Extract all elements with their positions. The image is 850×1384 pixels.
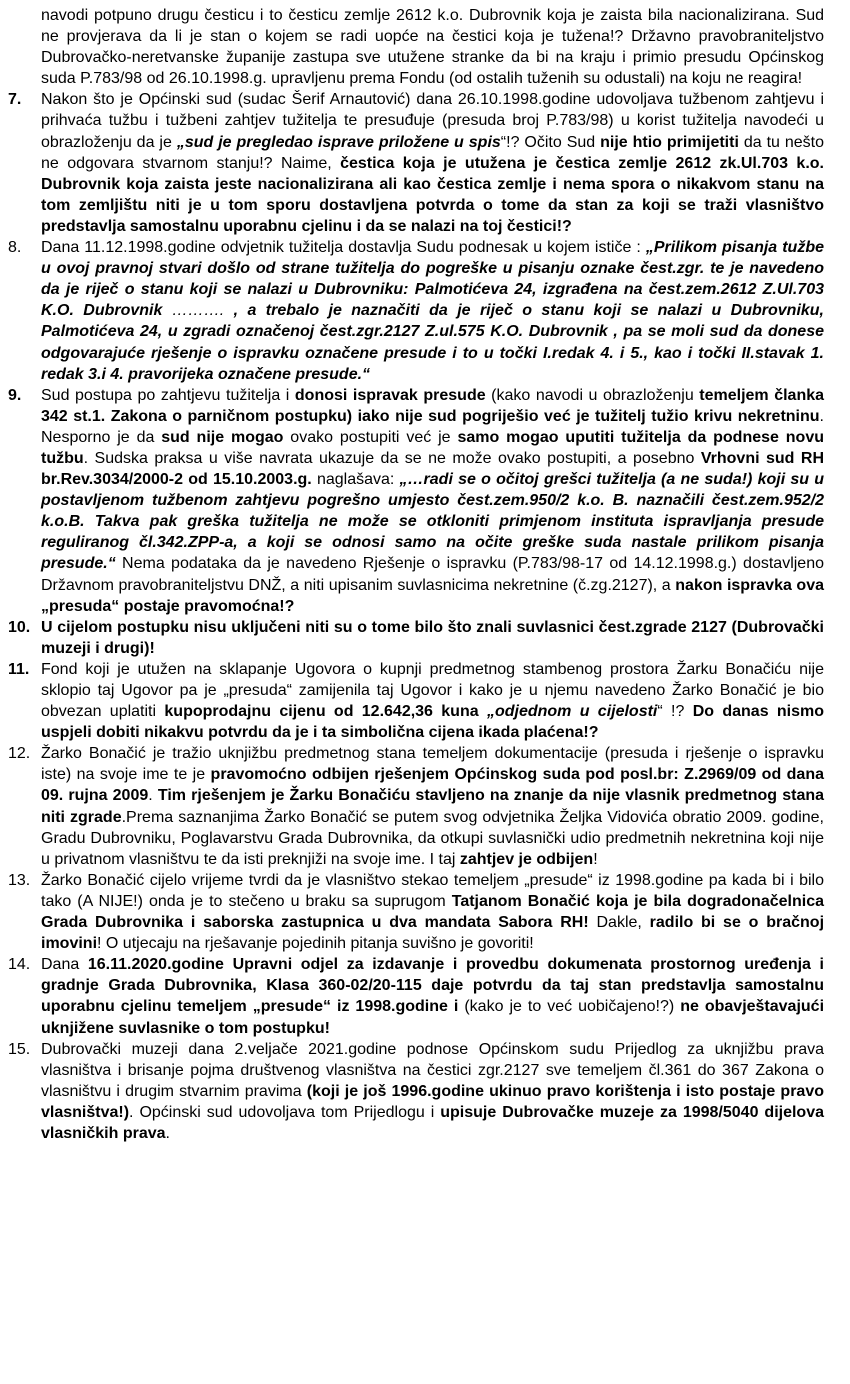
text-run: pravomoćno odbijen rješenjem Općinskog suda pod posl.br: Z.2969/09 od dana 09. rujna 2009 bbox=[41, 766, 824, 805]
text-run: navodi potpuno drugu česticu i to česticu zemlje 2612 k.o. Dubrovnik bbox=[41, 7, 542, 24]
list-item bbox=[8, 1039, 824, 1144]
text-run: . bbox=[148, 787, 158, 805]
text-run: Tatjanom Bonačić koja je bila dogradonačelnica Grada Dubrovnika i saborska zastupnica u dva mandata Sabora RH! bbox=[41, 892, 824, 932]
text-run: Fond koji je utužen na sklapanje Ugovora o kupnji predmetnog stambenog prostora Žarku Bonačiću nije sklopio taj Ugovor pa je „presuda“ zamijenila taj Ugovor i kako je u njemu navedeno Žarko Bonačić je bio obvezan uplatiti bbox=[41, 660, 824, 721]
item-text bbox=[41, 954, 824, 1038]
text-run: . bbox=[165, 1124, 170, 1142]
text-run: 16.11.2020.godine Upravni odjel za izdavanje i provedbu dokumenata prostornog uređenja i gradnje Grada Dubrovnika, Klasa 360-02/20-115 daje potvrdu da taj stan predstavlja samostalnu uporabnu cjelinu temeljem „presude“ iz 1998.godine i bbox=[41, 956, 824, 1016]
text-run: nakon ispravka ova „presuda“ postaje pravomoćna!? bbox=[41, 576, 825, 615]
item-number: 8. bbox=[8, 239, 22, 257]
text-run: Do danas nismo uspjeli dobiti nikakvu potvrdu da je i ta simbolična cijena ikada plaćena!? bbox=[41, 703, 825, 742]
item-text bbox=[41, 1039, 824, 1144]
item-text bbox=[41, 659, 824, 743]
item-number: 15. bbox=[8, 1040, 31, 1058]
item-number: 12. bbox=[8, 745, 31, 763]
list-item bbox=[8, 385, 824, 617]
text-run: Dana bbox=[41, 956, 88, 974]
text-run: „Prilikom pisanja tužbe u ovoj pravnoj stvari došlo od strane tužitelja do pogreške u pisanju oznake čest.zgr. te je navedeno da je riječ o stanu koji se nalazi u Dubrovniku: Palmotićeva 24, izgrađena na čest.zem.2612 Z.Ul.703 K.O. Dubrovnik bbox=[41, 239, 824, 320]
item-text bbox=[41, 237, 824, 385]
list-item bbox=[8, 870, 824, 954]
text-run bbox=[479, 703, 487, 720]
text-run: . Sudska praksa u više navrata ukazuje da se ne može ovako postupiti, a posebno bbox=[83, 449, 701, 467]
text-run: kupoprodajnu cijenu od 12.642,36 kuna bbox=[164, 703, 479, 721]
text-run: U cijelom postupku nisu uključeni niti su o tome bilo što znali suvlasnici čest.zgrade 2127 (Dubrovački muzeji i drugi)! bbox=[41, 618, 824, 657]
item-number: 7. bbox=[8, 91, 22, 109]
item-text bbox=[41, 617, 824, 659]
text-run: ………. bbox=[162, 302, 234, 320]
text-run: ! O utjecaju na rješavanje pojedinih pitanja suvišno je govoriti! bbox=[97, 935, 534, 953]
text-run: „sud je pregledao isprave priložene u spis bbox=[176, 133, 501, 151]
text-run: “!? Očito Sud bbox=[500, 133, 601, 151]
text-run: čestica koja je utužena je čestica zemlje 2612 zk.Ul.703 k.o. Dubrovnik koja zaista jeste nacionalizirana ali kao čestica zemlje i nema spora o nikakvom stanu na tom zemljištu niti je u tom sporu dostavljena potvrda o tome da stan za koji se traži vlasništvo predstavlja samostalnu uporabnu cjelinu i da se nalazi na toj čestici!? bbox=[41, 154, 824, 235]
text-run: nacionalizirana. bbox=[678, 7, 790, 24]
item-text bbox=[41, 89, 824, 237]
text-run: radilo bi se o bračnoj imovini bbox=[41, 914, 825, 953]
text-run: “ !? bbox=[657, 703, 693, 721]
text-run: samo mogao uputiti tužitelja da podnese novu tužbu bbox=[41, 428, 825, 467]
item-number: 11. bbox=[8, 660, 30, 678]
text-run: (kako je to već uobičajeno!?) bbox=[458, 998, 681, 1016]
text-run: upisuje Dubrovačke muzeje za 1998/5040 dijelova vlasničkih prava bbox=[41, 1103, 825, 1142]
text-run: (koji je još 1996.godine ukinuo pravo korištenja i isto postaje pravo vlasništva!) bbox=[41, 1082, 824, 1121]
text-run: ovako postupiti već je bbox=[283, 428, 458, 446]
text-run: donosi ispravak presude bbox=[294, 386, 486, 404]
text-run: Vrhovni sud RH br.Rev.3034/2000-2 od 15.10.2003.g. bbox=[41, 449, 825, 489]
text-run: Žarko Bonačić je tražio uknjižbu predmetnog stana temeljem dokumentacije (presuda i rješenje o ispravku iste) na svoje ime te je bbox=[41, 745, 824, 784]
text-run: da tu nešto ne odgovara stvarnom stanju!? Naime, bbox=[41, 133, 825, 172]
numbered-list bbox=[8, 89, 824, 1144]
text-run: . Nesporno je da bbox=[41, 407, 824, 446]
item-number: 13. bbox=[8, 871, 31, 889]
text-run: koja je zaista bila bbox=[541, 7, 679, 24]
item-number: 14. bbox=[8, 956, 31, 974]
list-item bbox=[8, 617, 824, 659]
text-run: Sud postupa po zahtjevu tužitelja i bbox=[41, 386, 295, 404]
item-number: 9. bbox=[8, 386, 22, 404]
item-number: 10. bbox=[8, 618, 31, 636]
list-item bbox=[8, 743, 824, 870]
text-run: . Općinski sud udovoljava tom Prijedlogu i bbox=[129, 1103, 441, 1121]
text-run: Nema podataka da je navedeno Rješenje o ispravku (P.783/98-17 od 14.12.1998.g.) dostavljeno Državnom pravobraniteljstvu DNŽ, a niti upisanim suvlasnicima nekretnine (č.zg.2127), a bbox=[41, 555, 824, 594]
intro-paragraph bbox=[41, 5, 824, 89]
text-run: nije htio primijetiti bbox=[600, 133, 739, 151]
text-run: zahtjev je odbijen bbox=[459, 850, 594, 868]
text-run: ne obavještavajući uknjižene suvlasnike o tom postupku! bbox=[41, 998, 825, 1037]
text-run: Dana 11.12.1998.godine odvjetnik tužitelja dostavlja Sudu podnesak u kojem ističe : bbox=[41, 239, 646, 257]
text-run: „…radi se o očitoj grešci tužitelja (a ne suda!) koji su u postavljenom tužbenom zahtjevu pogrešno umjesto čest.zem.950/2 k.o. B. naznačili čest.zem.952/2 k.o.B. Takva pak greška tužitelja ne može se otkloniti primjenom instituta ispravljanja presude reguliranog čl.342.ZPP-a, a koji se odnosi samo na očite greške suda nastale prilikom pisanja presude.“ bbox=[41, 471, 824, 573]
list-item bbox=[8, 89, 824, 237]
item-text bbox=[41, 385, 824, 617]
text-run: Tim rješenjem je Žarku Bonačiću stavljeno na znanje da nije vlasnik predmetnog stana niti zgrade bbox=[41, 787, 825, 826]
item-text bbox=[41, 870, 824, 954]
text-run: „odjednom u cijelosti bbox=[486, 703, 658, 721]
text-run: temeljem članka 342 st.1. Zakona o parničnom postupku) iako nije sud pogriješio već je tužitelj tužio krivu nekretninu bbox=[41, 386, 825, 425]
list-item bbox=[8, 237, 824, 385]
item-text bbox=[41, 743, 824, 870]
text-run: Nakon što je Općinski sud (sudac Šerif Arnautović) dana 26.10.1998.godine udovoljava tužbenom zahtjevu i prihvaća tužbu i tužbeni zahtjev tužitelja te presuđuje (presuda broj P.783/98) u korist tužitelja navodeći u obrazloženju da je bbox=[41, 91, 824, 151]
list-item bbox=[8, 954, 824, 1038]
text-run: (kako navodi u obrazloženju bbox=[485, 386, 700, 404]
list-item bbox=[8, 659, 824, 743]
text-run: ! bbox=[593, 850, 598, 868]
text-run: , a trebalo je naznačiti da je riječ o stanu koji se nalazi u Dubrovniku, Palmotićeva 24, u zgradi označenoj čest.zgr.2127 Z.ul.575 K.O. Dubrovnik , pa se moli sud da donese odgovarajuće rješenje o ispravku označene presude i to u točki I.redak 4. i 5., kao i točki II.stavak 1. redak 3.i 4. pravorijeka označene presude.“ bbox=[41, 302, 825, 383]
text-run: Sud ne provjerava da li je stan o kojem se radi uopće na čestici koja je tužena!? bbox=[41, 7, 825, 46]
text-run: .Prema saznanjima Žarko Bonačić se putem svog odvjetnika Željka Vidovića obratio 2009. godine, Gradu Dubrovniku, Poglavarstvu Grada Dubrovnika, da otkupi suvlasnički udio predmetnih nekretnina koji nije u privatnom vlasništvu te da isti preknjiži na svoje ime. I taj bbox=[41, 808, 824, 868]
text-run: Žarko Bonačić cijelo vrijeme tvrdi da je vlasništvo stekao temeljem „presude“ iz 1998.godine pa kada bi i bilo tako (A NIJE!) onda je to stečeno u braku sa suprugom bbox=[41, 871, 824, 910]
text-run: naglašava: bbox=[311, 471, 400, 489]
text-run: sud nije mogao bbox=[161, 428, 284, 446]
text-run: Dubrovački muzeji dana 2.veljače 2021.godine podnose Općinskom sudu Prijedlog za uknjižbu prava vlasništva i brisanje pojma društvenog vlasništva na čestici zgr.2127 sve temeljem čl.361 do 367 Zakona o vlasništvu i drugim stvarnim pravima bbox=[41, 1040, 824, 1100]
text-run: Dakle, bbox=[588, 914, 650, 932]
text-run: Državno pravobraniteljstvo Dubrovačko-neretvanske županije zastupa sve utužene stranke da bi na kraju i primio presudu Općinskog suda P.783/98 od 26.10.1998.g. upravljenu prema Fondu (od ostalih tuženih su odustali) na koju ne reagira! bbox=[41, 28, 825, 88]
